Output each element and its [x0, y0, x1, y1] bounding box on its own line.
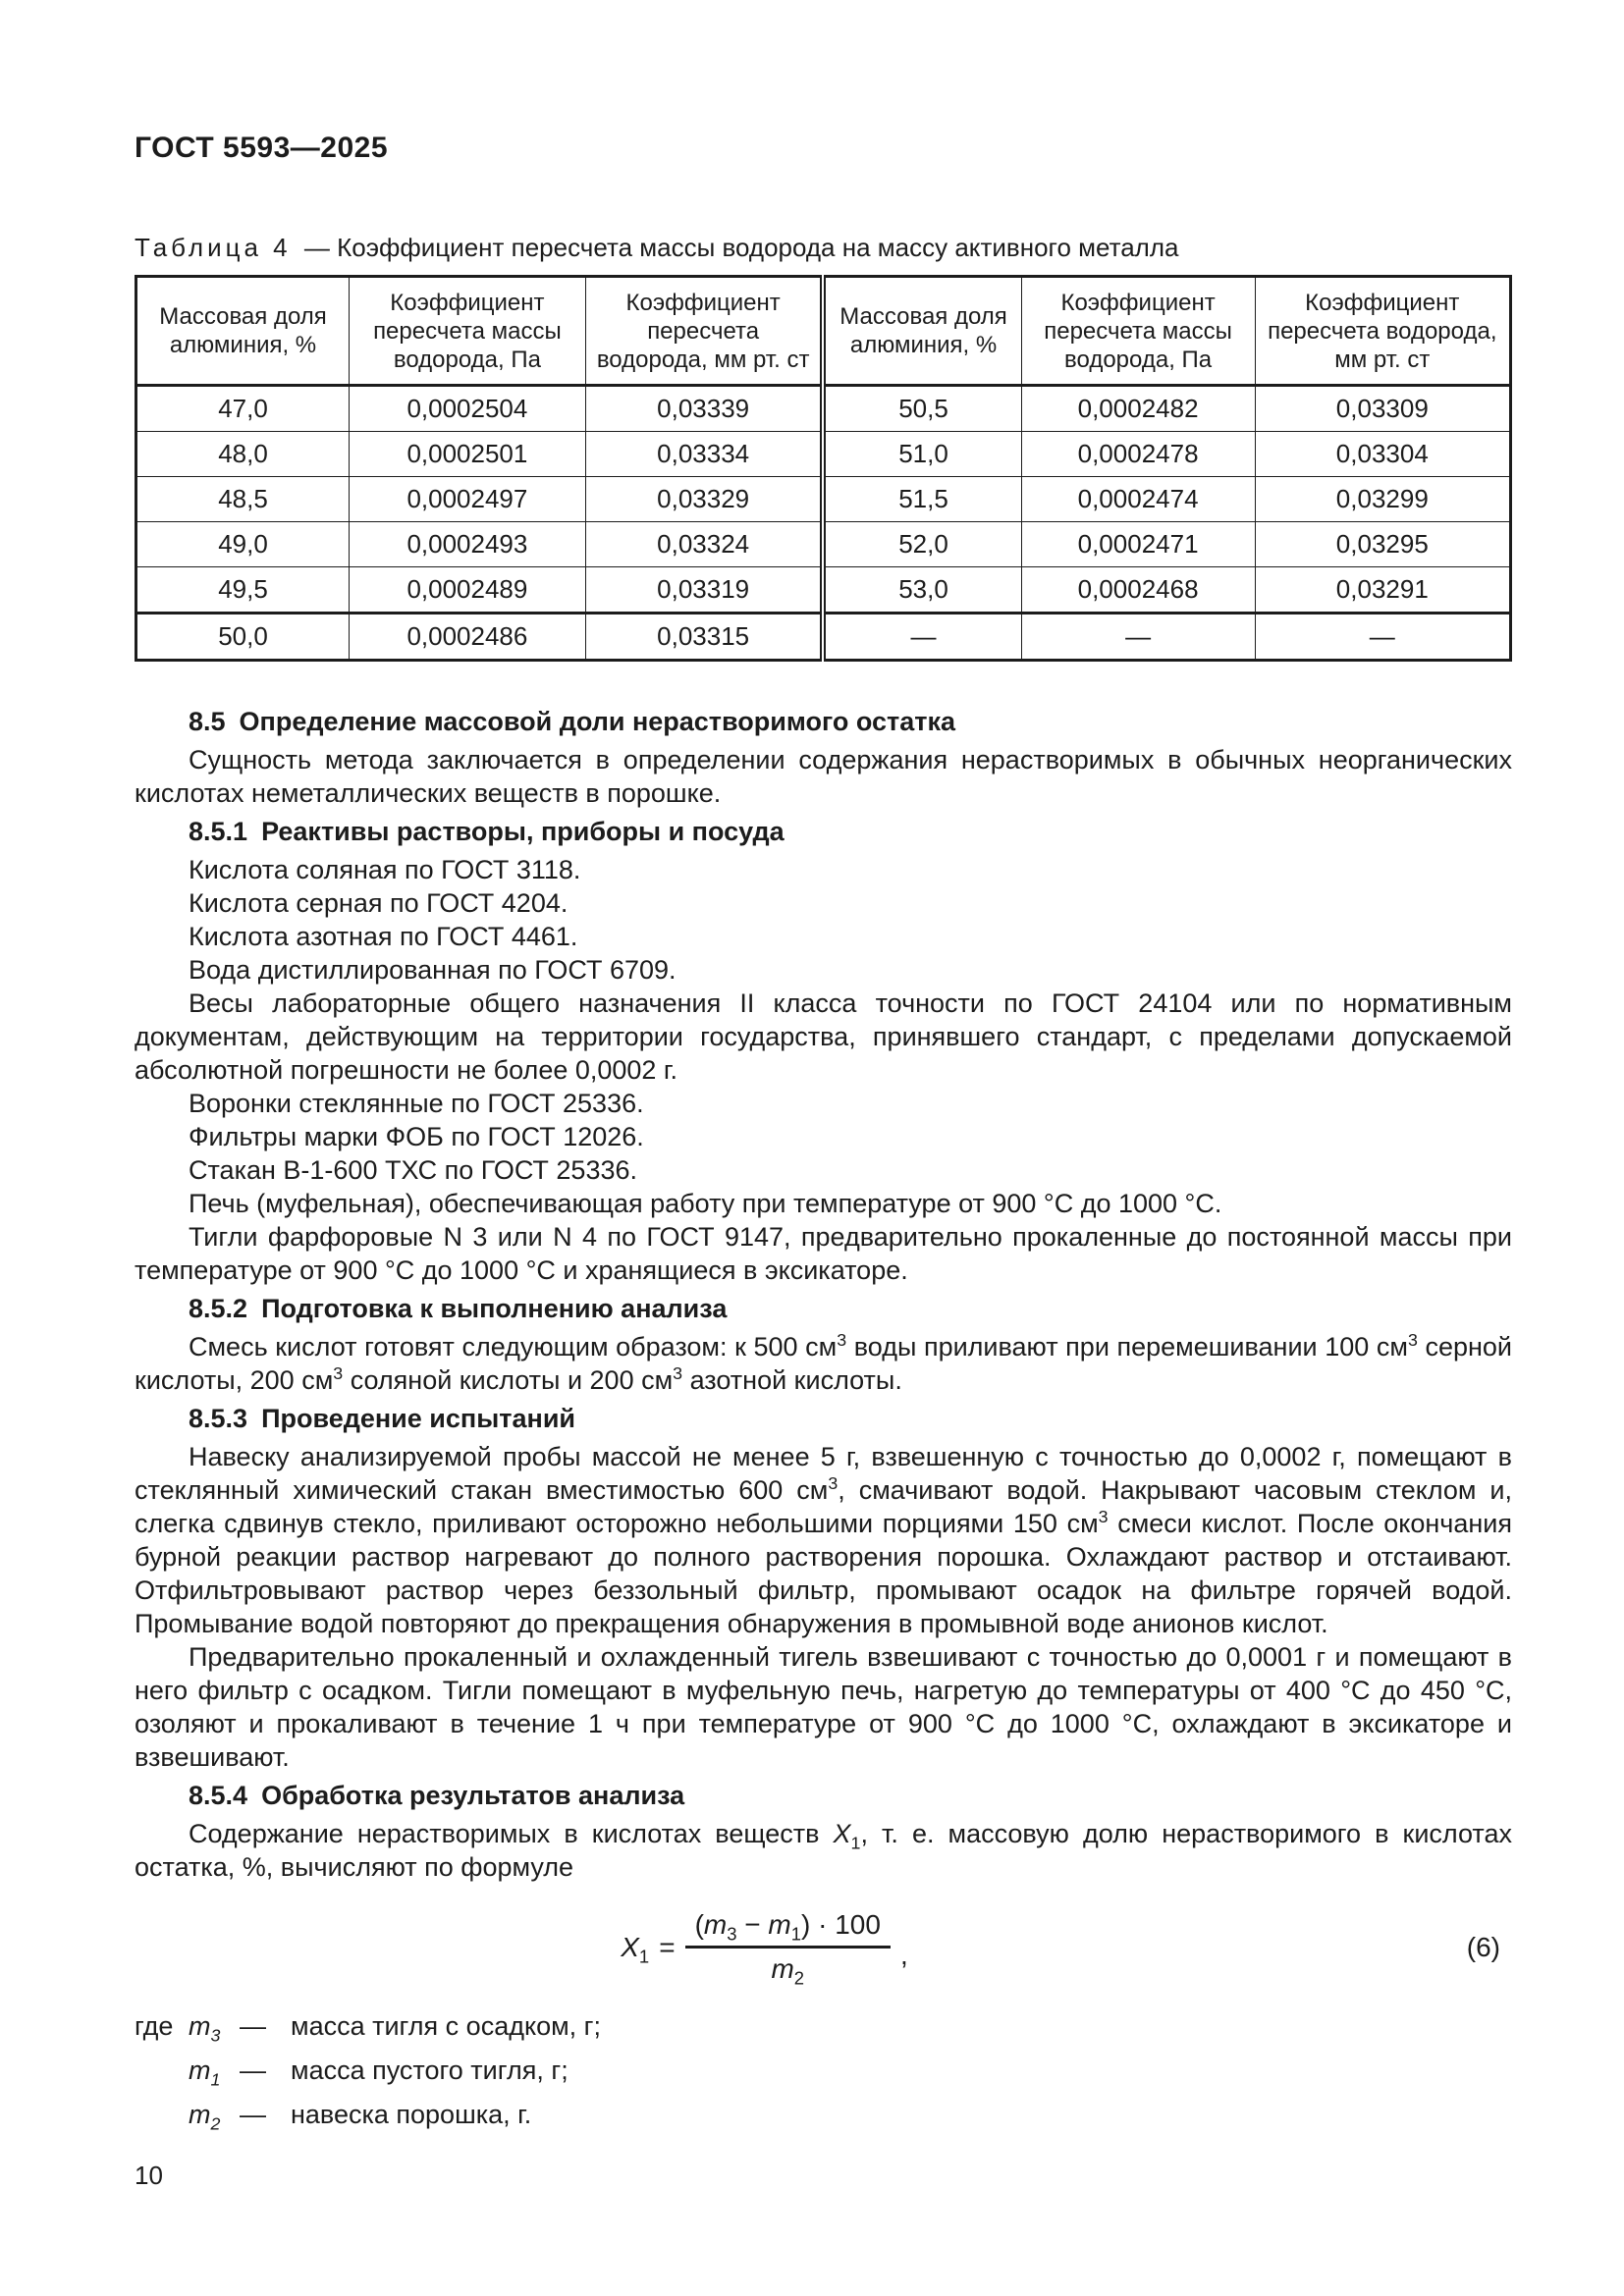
section-heading-8-5 [135, 705, 1512, 738]
reagent-line: Воронки стеклянные по ГОСТ 25336. [189, 1089, 644, 1118]
section-title: Реактивы растворы, приборы и посуда [261, 817, 785, 846]
table-cell: 49,5 [136, 567, 350, 614]
table-cell: 0,0002471 [1021, 522, 1255, 567]
table-cell: 0,0002504 [350, 386, 586, 432]
table-cell: 53,0 [823, 567, 1021, 614]
where-dash: — [240, 2056, 266, 2085]
reagent-line: Фильтры марки ФОБ по ГОСТ 12026. [189, 1122, 644, 1151]
section-number: 8.5.2 [189, 1294, 248, 1323]
table-cell: 0,0002482 [1021, 386, 1255, 432]
paragraph-crucibles: Тигли фарфоровые N 3 или N 4 по ГОСТ 9147, предварительно прокаленные до постоянной массы при температуре от 900 °С до 1000 °С и хранящиеся в эксикаторе. [135, 1222, 1512, 1285]
table-cell: 0,03309 [1255, 386, 1510, 432]
section-title: Подготовка к выполнению анализа [261, 1294, 728, 1323]
paragraph-acid-mix: Смесь кислот готовят следующим образом: к 500 $см^3$ воды приливают при перемешивании 100 $см^3$ серной кислоты, 200 $см^3$ соляной кислоты и 200 $см^3$ азотной кислоты. [135, 1330, 1513, 1395]
reagent-line: Вода дистиллированная по ГОСТ 6709. [189, 955, 677, 985]
table-row [136, 614, 1511, 661]
table-row [136, 567, 1511, 614]
table-cell: 0,03304 [1255, 432, 1510, 477]
section-title: Проведение испытаний [261, 1404, 576, 1433]
paragraph-essence: Сущность метода заключается в определении содержания нерастворимых в обычных неорганических кислотах неметаллических веществ в порошке. [135, 745, 1512, 808]
table-cell: 0,0002468 [1021, 567, 1255, 614]
where-text: навеска порошка, г. [291, 2100, 532, 2129]
table-cell: — [1021, 614, 1255, 661]
table-cell: 49,0 [136, 522, 350, 567]
section-heading-8-5-3 [135, 1402, 1512, 1435]
table-cell: 0,03315 [585, 614, 823, 661]
where-variable: $m_1$ [189, 2056, 221, 2090]
where-list [135, 2004, 1512, 2137]
doc-code: ГОСТ 5593—2025 [135, 132, 389, 164]
section-number: 8.5.4 [189, 1781, 248, 1810]
table-cell: 50,0 [136, 614, 350, 661]
table-cell: 51,0 [823, 432, 1021, 477]
paragraph-test-run: Навеску анализируемой пробы массой не менее 5 г, взвешенную с точностью до 0,0002 г, помещают в стеклянный химический стакан вместимостью 600 $см^3$, смачивают водой. Накрывают часовым стеклом и, слегка сдвинув стекло, приливают осторожно небольшими порциями 150 $см^3$ смеси кислот. После окончания бурной реакции раствор нагревают до полного растворения порошка. Охлаждают раствор и отстаивают. Отфильтровывают раствор через беззольный фильтр, промывают осадок на фильтре горячей водой. Промывание водой повторяют до прекращения обнаружения в промывной воде анионов кислот. [135, 1442, 1513, 1638]
table-row [136, 432, 1511, 477]
table-cell: 0,0002493 [350, 522, 586, 567]
table-cell: 0,0002478 [1021, 432, 1255, 477]
table-cell: 0,03324 [585, 522, 823, 567]
section-heading-8-5-2 [135, 1292, 1512, 1325]
table-cell: 0,0002501 [350, 432, 586, 477]
reagent-line: Кислота азотная по ГОСТ 4461. [189, 922, 578, 951]
table-row [136, 522, 1511, 567]
formula-subscript: 1 [638, 1946, 650, 1967]
table-header-cell: Коэффициент пересчета массы водорода, Па [350, 277, 586, 386]
table-row [136, 386, 1511, 432]
table-cell: 0,03329 [585, 477, 823, 522]
table-cell: — [823, 614, 1021, 661]
table-header-cell: Коэффициент пересчета водорода, мм рт. ст [585, 277, 823, 386]
where-text: масса пустого тигля, г; [291, 2056, 568, 2085]
section-heading-8-5-4 [135, 1779, 1512, 1812]
fraction [685, 1909, 891, 1989]
section-heading-8-5-1 [135, 815, 1512, 848]
where-row [135, 2093, 1512, 2137]
paragraph-furnace: Печь (муфельная), обеспечивающая работу при температуре от 900 °С до 1000 °С. [189, 1189, 1222, 1218]
table-caption-label: Таблица 4 [135, 233, 292, 262]
formula-variable: X [621, 1931, 639, 1962]
table-header-cell: Массовая доля алюминия, % [823, 277, 1021, 386]
table-header-cell: Коэффициент пересчета массы водорода, Па [1021, 277, 1255, 386]
formula [621, 1909, 908, 1989]
table-cell: 0,0002474 [1021, 477, 1255, 522]
table-cell: 51,5 [823, 477, 1021, 522]
table-cell: 48,5 [136, 477, 350, 522]
page-content [135, 132, 1512, 2191]
table-cell: — [1255, 614, 1510, 661]
table-cell: 0,03319 [585, 567, 823, 614]
table-cell: 0,03334 [585, 432, 823, 477]
equals-sign: = [659, 1931, 676, 1962]
reagent-line: Стакан В-1-600 ТХС по ГОСТ 25336. [189, 1155, 637, 1185]
where-text: масса тигля с осадком, г; [291, 2011, 602, 2041]
paragraph-result-intro: Содержание нерастворимых в кислотах веществ $X_1$, т. е. массовую долю нерастворимого в кислотах остатка, %, вычисляют по формуле [135, 1819, 1512, 1882]
where-prefix [135, 2093, 189, 2137]
coefficient-table [135, 275, 1512, 662]
fraction-denominator: $m_2$ [771, 1953, 805, 1989]
table-cell: 0,0002497 [350, 477, 586, 522]
where-dash: — [240, 2011, 266, 2041]
where-prefix: где [135, 2011, 174, 2041]
section-number: 8.5 [189, 707, 226, 736]
table-cell: 0,03339 [585, 386, 823, 432]
table-header-row [136, 277, 1511, 386]
formula-number: (6) [1466, 1931, 1500, 1962]
reagent-line: Кислота соляная по ГОСТ 3118. [189, 855, 581, 884]
section-title: Определение массовой доли нерастворимого остатка [239, 707, 955, 736]
table-header-cell: Массовая доля алюминия, % [136, 277, 350, 386]
reagent-line: Кислота серная по ГОСТ 4204. [189, 888, 568, 918]
table-cell: 0,03299 [1255, 477, 1510, 522]
formula-lhs [621, 1931, 650, 1967]
table-cell: 48,0 [136, 432, 350, 477]
table-cell: 52,0 [823, 522, 1021, 567]
table-cell: 0,0002489 [350, 567, 586, 614]
table-header-cell: Коэффициент пересчета водорода, мм рт. ст [1255, 277, 1510, 386]
where-dash: — [240, 2100, 266, 2129]
table-cell: 0,03291 [1255, 567, 1510, 614]
where-variable: $m_2$ [189, 2100, 221, 2134]
formula-block [135, 1909, 1512, 1989]
section-number: 8.5.3 [189, 1404, 248, 1433]
table-caption [135, 232, 1512, 263]
table-row [136, 477, 1511, 522]
table-cell: 47,0 [136, 386, 350, 432]
where-prefix [135, 2049, 189, 2093]
paragraph-scales: Весы лабораторные общего назначения II класса точности по ГОСТ 24104 или по нормативным документам, действующим на территории государства, принявшего стандарт, с пределами допускаемой абсолютной погрешности не более 0,0002 г. [135, 988, 1512, 1085]
fraction-numerator: $(m_3 - m_1) \cdot 100$ [685, 1909, 891, 1949]
where-row [135, 2049, 1512, 2093]
section-title: Обработка результатов анализа [261, 1781, 685, 1810]
table-caption-title: — Коэффициент пересчета массы водорода на массу активного металла [303, 233, 1179, 262]
section-number: 8.5.1 [189, 817, 248, 846]
paragraph-calcination: Предварительно прокаленный и охлажденный тигель взвешивают с точностью до 0,0001 г и помещают в него фильтр с осадком. Тигли помещают в муфельную печь, нагретую до температуры от 400 °С до 450 °С, озоляют и прокаливают в течение 1 ч при температуре от 900 °С до 1000 °С, охлаждают в эксикаторе и взвешивают. [135, 1642, 1512, 1772]
table-cell: 0,0002486 [350, 614, 586, 661]
page-number: 10 [135, 2161, 163, 2190]
where-variable: $m_3$ [189, 2011, 221, 2046]
where-row [135, 2004, 1512, 2049]
table-cell: 50,5 [823, 386, 1021, 432]
formula-comma: , [899, 1940, 908, 1970]
table-cell: 0,03295 [1255, 522, 1510, 567]
